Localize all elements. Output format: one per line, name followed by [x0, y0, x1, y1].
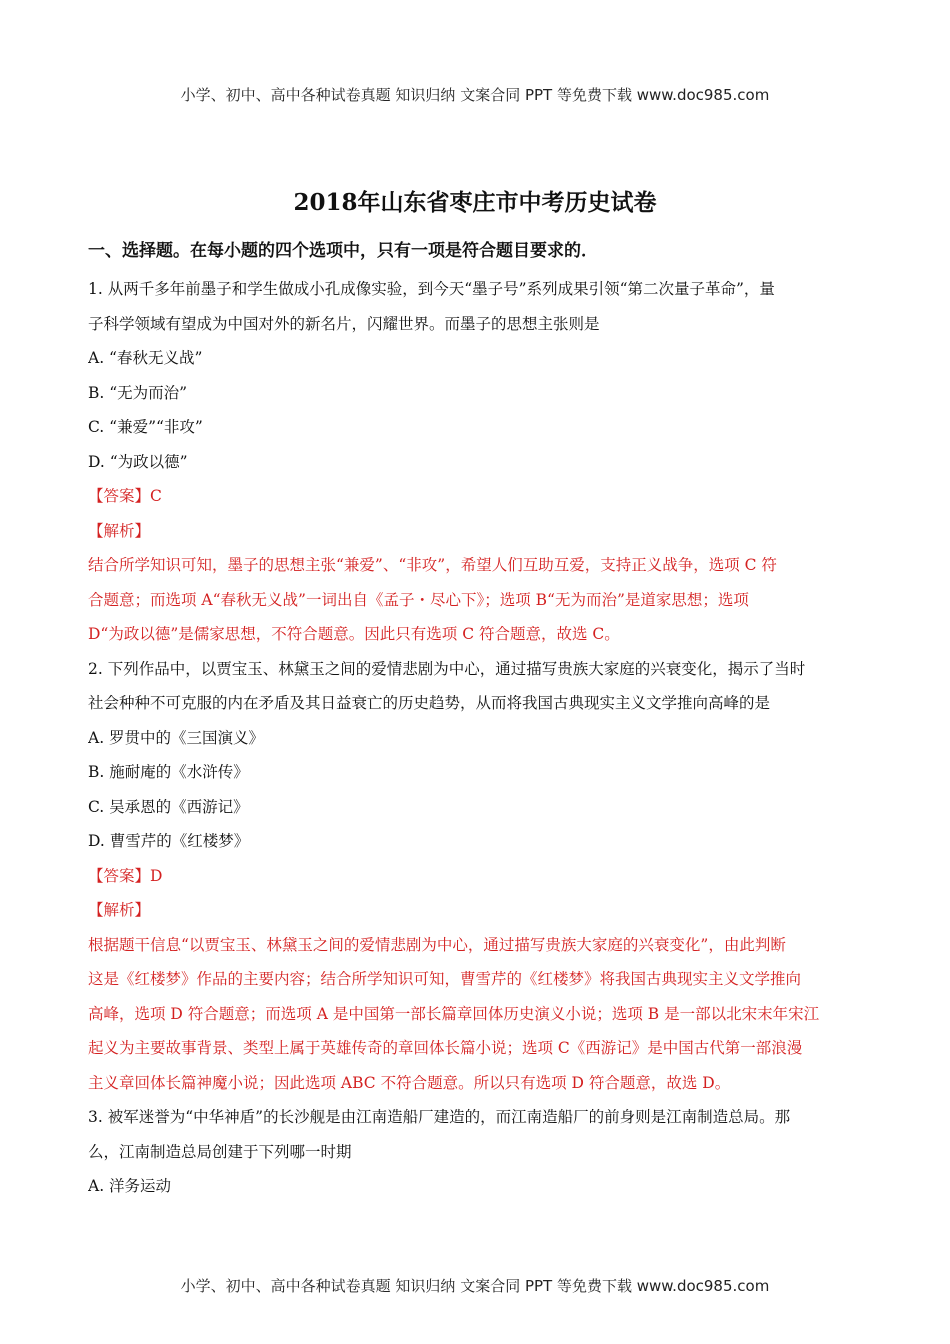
page-header: 小学、初中、高中各种试卷真题 知识归纳 文案合同 PPT 等免费下载 www.doc985.com — [180, 86, 770, 104]
document-body — [88, 238, 868, 1204]
q2-option-a: A. 罗贯中的《三国演义》 — [88, 728, 265, 747]
q1-option-c: C. “兼爱”“非攻” — [88, 418, 203, 436]
q2-option-c: C. 吴承恩的《西游记》 — [88, 797, 249, 816]
q1-explanation-line-1: 结合所学知识可知，墨子的思想主张“兼爱”、“非攻”，希望人们互助互爱，支持正义战争，选项 C 符 — [88, 556, 777, 574]
section-heading: 一、选择题。在每小题的四个选项中，只有一项是符合题目要求的． — [88, 241, 598, 261]
q2-explanation-line-1: 根据题干信息“以贾宝玉、林黛玉之间的爱情悲剧为中心，通过描写贵族大家庭的兴衰变化”，由此判断 — [88, 935, 786, 954]
q3-option-a: A. 洋务运动 — [88, 1177, 172, 1195]
q1-explanation-line-3: D“为政以德”是儒家思想，不符合题意。因此只有选项 C 符合题意，故选 C。 — [88, 625, 620, 643]
q2-explanation-line-4: 起义为主要故事背景、类型上属于英雄传奇的章回体长篇小说；选项 C《西游记》是中国古代第一部浪漫 — [88, 1039, 803, 1057]
question-1 — [88, 272, 868, 652]
page-footer: 小学、初中、高中各种试卷真题 知识归纳 文案合同 PPT 等免费下载 www.doc985.com — [180, 1277, 770, 1295]
question-3 — [88, 1100, 868, 1204]
q2-answer: 【答案】D — [88, 866, 163, 885]
page-title: 2018年山东省枣庄市中考历史试卷 — [293, 189, 657, 216]
q1-stem-line-2: 子科学领域有望成为中国对外的新名片，闪耀世界。而墨子的思想主张则是 — [88, 314, 600, 333]
q1-option-d: D. “为政以德” — [88, 452, 188, 471]
q1-explanation-line-2: 合题意；而选项 A“春秋无义战”一词出自《孟子・尽心下》；选项 B“无为而治”是道家思想；选项 — [88, 590, 749, 609]
q2-explanation-line-3: 高峰，选项 D 符合题意；而选项 A 是中国第一部长篇章回体历史演义小说；选项 B 是一部以北宋末年宋江 — [88, 1004, 820, 1023]
q1-option-a: A. “春秋无义战” — [88, 349, 203, 367]
q2-stem-line-2: 社会种种不可克服的内在矛盾及其日益衰亡的历史趋势，从而将我国古典现实主义文学推向高峰的是 — [88, 694, 771, 712]
q2-analysis-label: 【解析】 — [88, 901, 151, 919]
q2-option-b: B. 施耐庵的《水浒传》 — [88, 763, 249, 781]
q2-stem-line-1: 2. 下列作品中，以贾宝玉、林黛玉之间的爱情悲剧为中心，通过描写贵族大家庭的兴衰变化，揭示了当时 — [88, 659, 806, 678]
q1-analysis-label: 【解析】 — [88, 521, 151, 540]
q2-option-d: D. 曹雪芹的《红楼梦》 — [88, 832, 250, 850]
q1-stem-line-1: 1. 从两千多年前墨子和学生做成小孔成像实验，到今天“墨子号”系列成果引领“第二次量子革命”，量 — [88, 280, 775, 298]
q3-stem-line-2: 么，江南制造总局创建于下列哪一时期 — [88, 1142, 352, 1161]
q2-explanation-line-2: 这是《红楼梦》作品的主要内容；结合所学知识可知，曹雪芹的《红楼梦》将我国古典现实主义文学推向 — [88, 970, 802, 988]
question-2 — [88, 652, 868, 1101]
q2-explanation-line-5: 主义章回体长篇神魔小说；因此选项 ABC 不符合题意。所以只有选项 D 符合题意，故选 D。 — [88, 1073, 731, 1092]
q1-answer: 【答案】C — [88, 487, 162, 505]
q1-option-b: B. “无为而治” — [88, 383, 188, 402]
q3-stem-line-1: 3. 被军迷誉为“中华神盾”的长沙舰是由江南造船厂建造的，而江南造船厂的前身则是江南制造总局。那 — [88, 1108, 791, 1126]
